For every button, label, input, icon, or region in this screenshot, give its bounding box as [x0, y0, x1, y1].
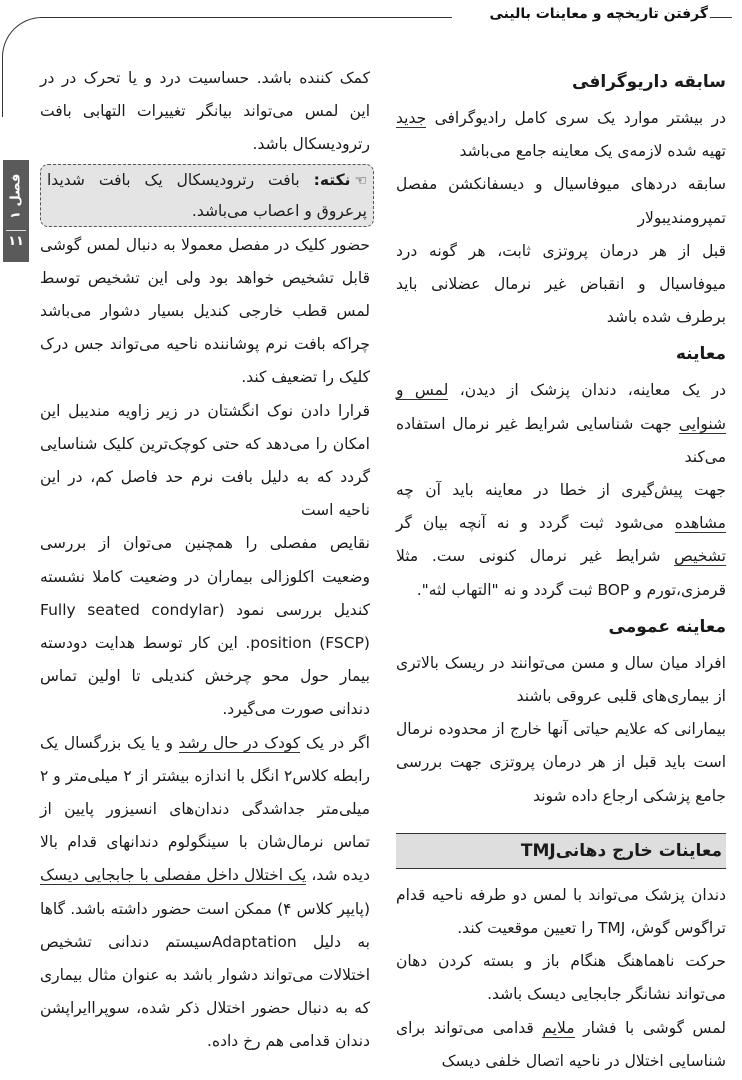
paragraph: در بیشتر موارد یک سری کامل رادیوگرافی جدید تهیه شده لازمه‌ی یک معاینه جامع می‌باشد [396, 109, 726, 161]
paragraph: جهت پیش‌گیری از خطا در معاینه باید آن چه مشاهده می‌شود ثبت گردد و نه آنچه بیان گر تشخیص شرایط غیر نرمال کنونی ست. مثلا قرمزی،تورم و BOP ثبت گردد و نه "التهاب لثه". [396, 481, 726, 599]
paragraph: کمک کننده باشد. حساسیت درد و یا تحرک در در این لمس می‌تواند بیانگر تغییرات التهابی بافت رترودیسکال باشد. [40, 69, 370, 154]
section-title-general-examination: معاینه عمومی [608, 616, 726, 637]
chapter-label: فصل ۱ [8, 173, 24, 219]
underlined-term: تشخیص [674, 547, 726, 566]
underlined-term: جدید [396, 109, 427, 127]
paragraph: افراد میان سال و مسن می‌توانند در ریسک بالاتری از بیماری‌های قلبی عروقی باشند [396, 653, 726, 706]
paragraph: در یک معاینه، دندان پزشک از دیدن، لمس و شنوایی جهت شناسایی شرایط غیر نرمال استفاده می‌کند [396, 381, 726, 466]
underlined-term: کودک در حال رشد [178, 733, 301, 752]
chapter-side-tab [3, 160, 29, 262]
page-number: ۱۱ [8, 234, 24, 249]
header-rule [40, 17, 452, 18]
paragraph: سابقه دردهای میوفاسیال و دیسفانکشن مفصل تمپرومندیبولار [396, 175, 726, 227]
left-column [40, 62, 370, 1059]
underlined-term: یک اختلال داخل مفصلی با جابجایی دیسک [40, 866, 307, 885]
paragraph: حضور کلیک در مفصل معمولا به دنبال لمس گوشی قابل تشخیص خواهد بود ولی این تشخیص توسط لمس قطب خارجی کندیل بسیار دشوار می‌باشد چراکه بافت نرم پوشاننده ناحیه می‌تواند جس درک کلیک را تضعیف کند. [40, 235, 370, 387]
section-title-radiography-history: سابقه داریوگرافی [572, 72, 726, 92]
right-column [396, 62, 726, 1078]
tab-divider [6, 230, 26, 231]
paragraph: قبل از هر درمان پروتزی ثابت، هر گونه درد میوفاسیال و انقباض غیر نرمال عضلانی باید برطرف شده باشد [396, 241, 726, 327]
header-rule-right [710, 17, 732, 18]
header-curve [2, 17, 42, 117]
note-label: نکته: [313, 170, 351, 189]
paragraph: نقایص مفصلی را همچنین می‌توان از بررسی وضعیت اکلوزالی بیماران در وضعیت کاملا نشسته کندیل بررسی نمود (Fully seated condylar position (FSCP). این کار توسط هدایت دودسته بیمار حول محو چرخش کندیلی تا اولین تماس دندانی صورت می‌گیرد. [40, 534, 370, 719]
underlined-term: ملایم [542, 1018, 575, 1037]
paragraph: بیمارانی که علایم حیاتی آنها خارج از محدوده نرمال است باید قبل از هر درمان پروتزی جهت بررسی جامع پزشکی ارجاع داده شوند [396, 720, 726, 805]
running-header-title: گرفتن تاریخچه و معاینات بالینی [489, 6, 708, 22]
paragraph: حرکت ناهماهنگ هنگام باز و بسته کردن دهان می‌تواند نشانگر جابجایی دیسک باشد. [396, 952, 726, 1004]
section-title-examination: معاینه [675, 344, 726, 365]
underlined-term: لمس و شنوایی [396, 381, 726, 433]
note-box [40, 164, 374, 227]
paragraph: اگر در یک کودک در حال رشد و یا یک بزرگسال یک رابطه کلاس۲ انگل با اندازه بیشتر از ۲ میلی‌متر و ۲ میلی‌متر جداشدگی دندان‌های انسیزور پایین از تماس نرمال‌شان با سینگولوم دندانهای قدام بالا دیده شد، یک اختلال داخل مفصلی با جابجایی دیسک (پایپر کلاس ۴) ممکن است حضور داشته باشد. گاها به دلیل Adaptationسیستم دندانی تشخیص اختلالات می‌تواند دشوار باشد به عنوان مثال بیماری که به دنبال حضور اختلال ذکر شده، سوپراایراپشن دندان قدامی هم رخ داده. [40, 733, 371, 1051]
paragraph: لمس گوشی با فشار ملایم قدامی می‌تواند برای شناسایی اختلال در ناحیه اتصال خلفی دیسک [396, 1018, 726, 1070]
underlined-term: مشاهده [674, 514, 726, 533]
paragraph: دندان پزشک می‌تواند با لمس دو طرفه ناحیه قدام تراگوس گوش، TMJ را تعیین موقعیت کند. [396, 885, 726, 938]
pointing-hand-icon: ☜ [354, 172, 367, 189]
note-text: بافت رترودیسکال یک بافت شدیدا پرعروق و اعصاب می‌باشد. [47, 170, 367, 220]
paragraph: قرارا دادن نوک انگشتان در زیر زاویه مندیبل این امکان را می‌دهد که حتی کوچک‌ترین کلیک شناسایی گردد که به دلیل بافت نرم حد فاصل کم، در این ناحیه است [40, 401, 370, 520]
section-bar-tmj: معاینات خارج دهانیTMJ [396, 833, 726, 869]
